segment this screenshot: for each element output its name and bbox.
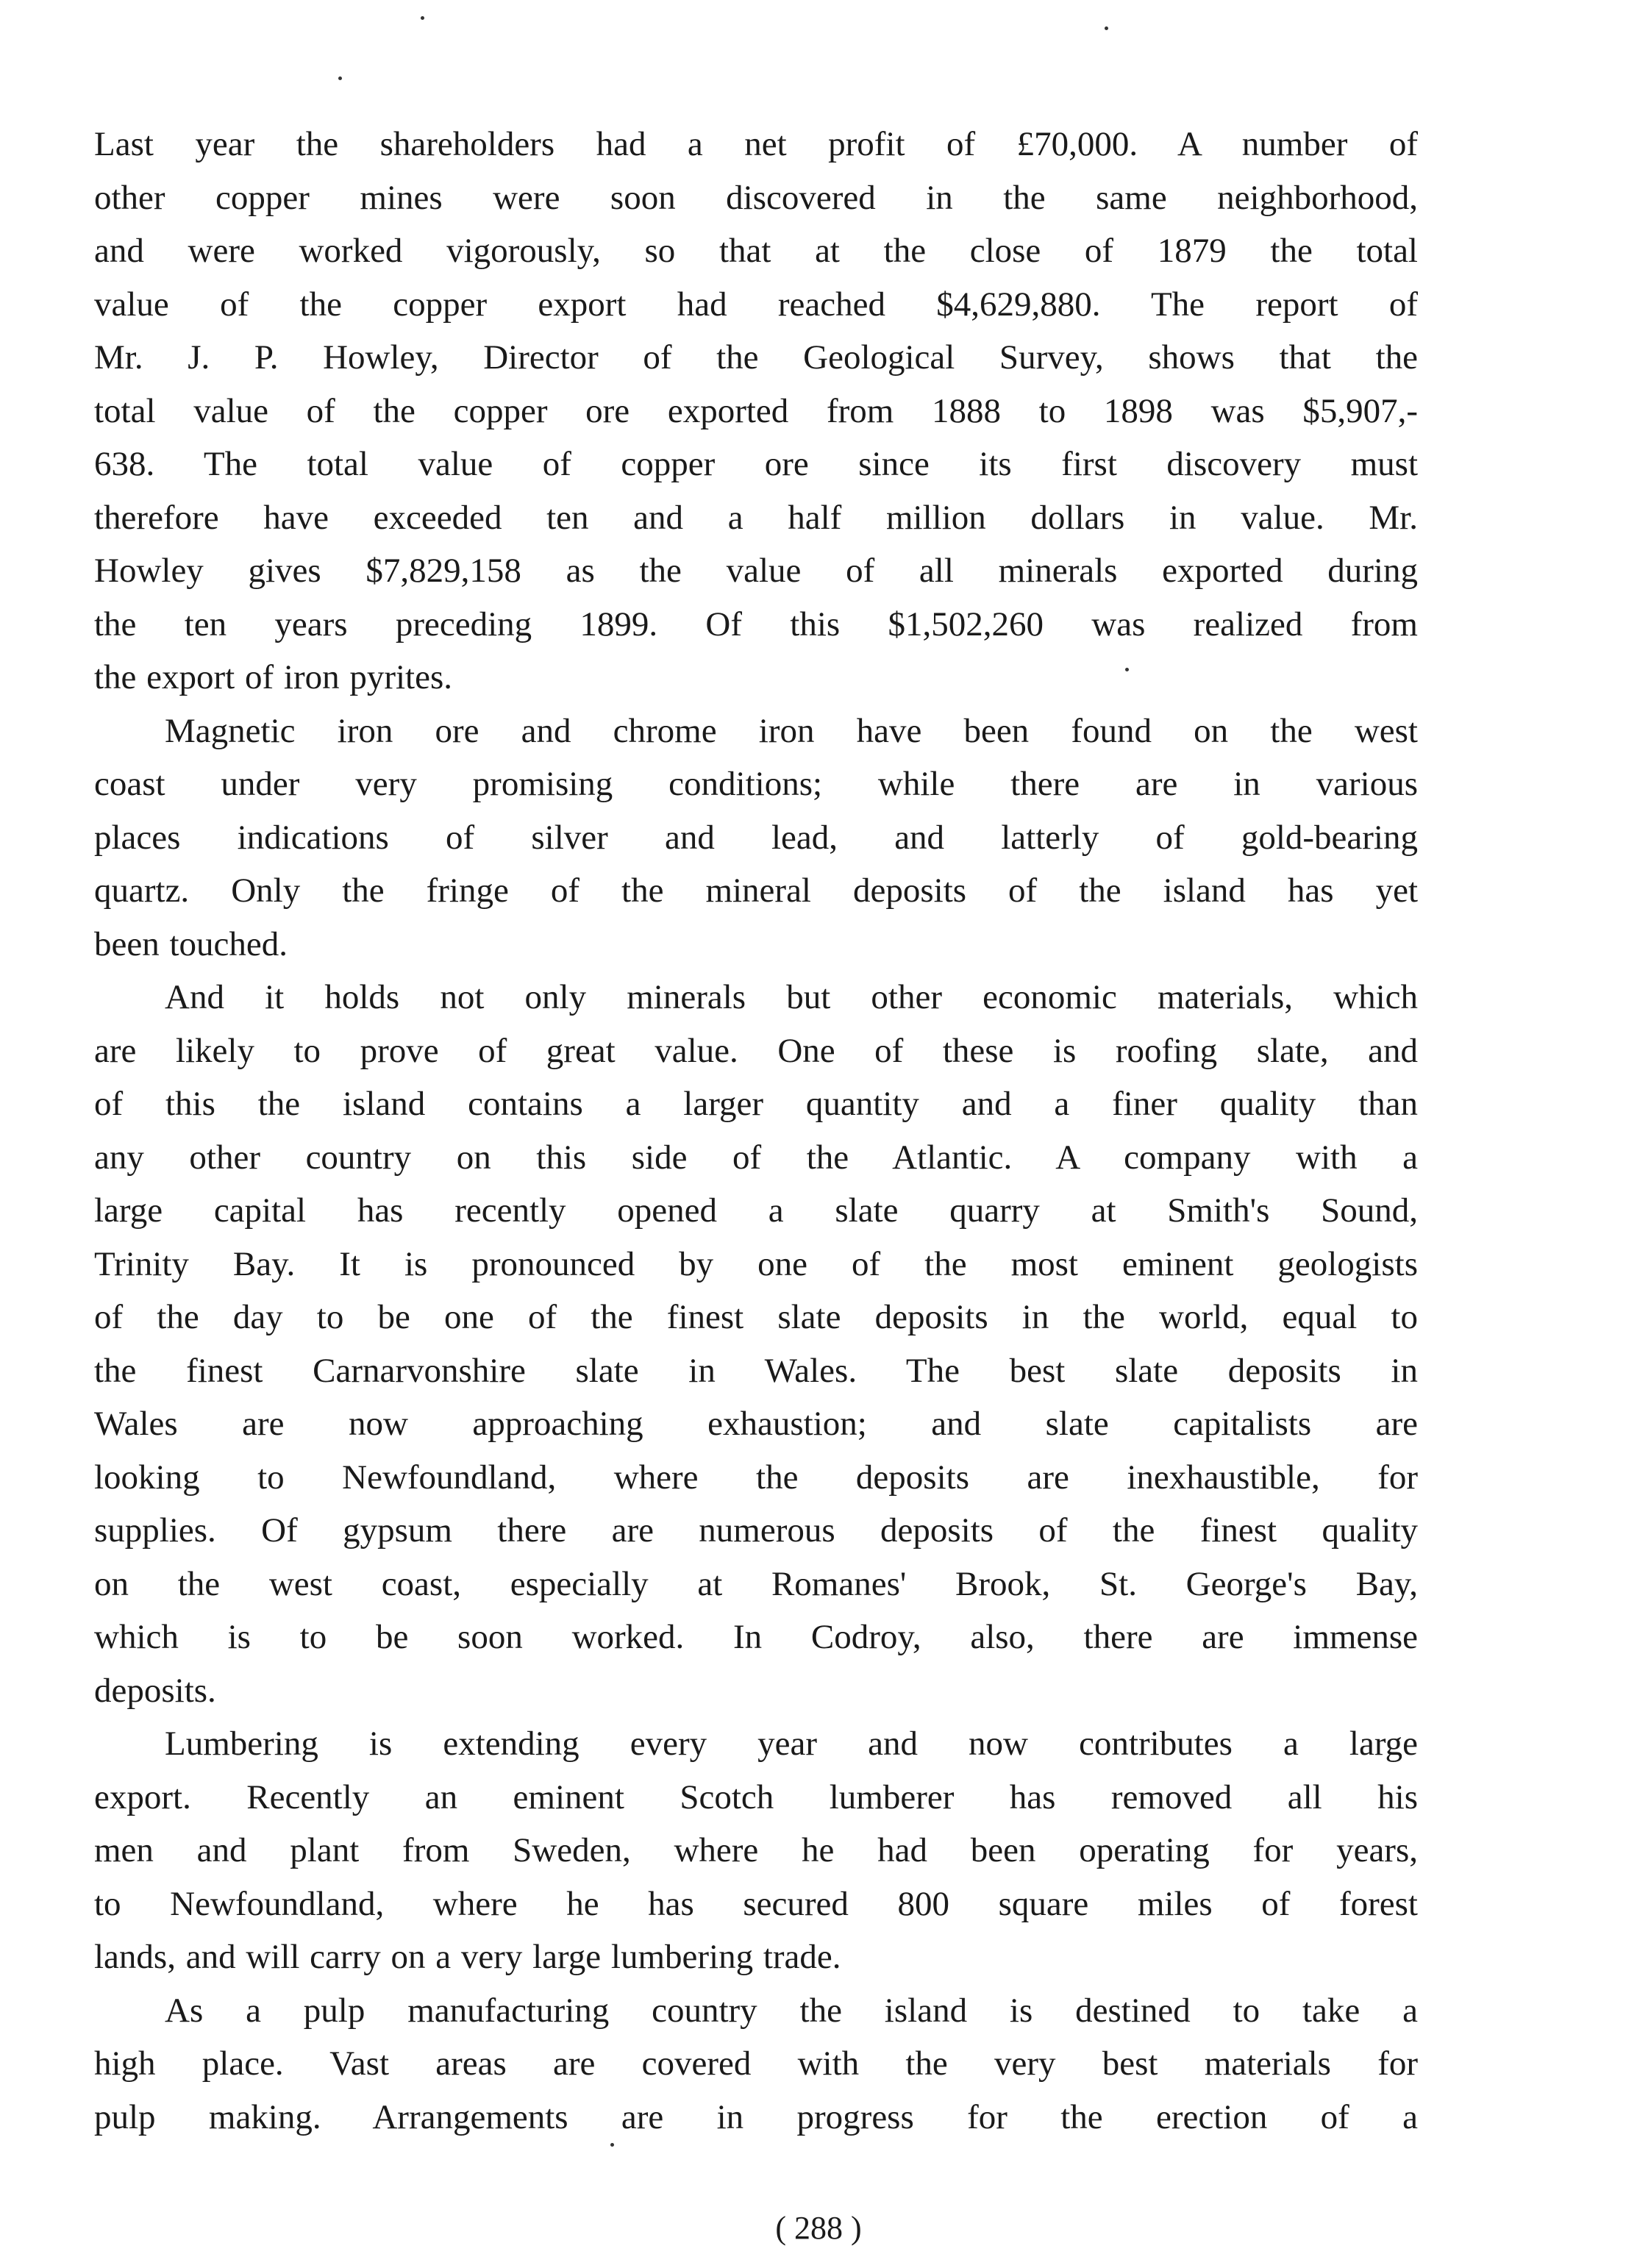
text-line: which is to be soon worked. In Codroy, also, there are immense [94,1618,1418,1656]
text-line: lands, and will carry on a very large lumbering trade. [94,1938,841,1976]
scan-speck [1125,668,1129,671]
text-line: of the day to be one of the finest slate deposits in the world, equal to [94,1298,1418,1336]
text-line: therefore have exceeded ten and a half million dollars in value. Mr. [94,498,1418,537]
page-number: ( 288 ) [775,2210,862,2246]
text-line: and were worked vigorously, so that at the close of 1879 the total [94,232,1418,270]
text-line: places indications of silver and lead, and latterly of gold-bearing [94,818,1418,857]
text-line: deposits. [94,1671,216,1710]
page-body [94,118,1418,2144]
text-line: large capital has recently opened a slate quarry at Smith's Sound, [94,1191,1418,1230]
text-line: Mr. J. P. Howley, Director of the Geological Survey, shows that the [94,338,1418,377]
text-line: Last year the shareholders had a net profit of £70,000. A number of [94,125,1418,163]
text-line: pulp making. Arrangements are in progress for the erection of a [94,2097,1418,2136]
paragraph-pulp [94,1984,1418,2144]
text-line: high place. Vast areas are covered with the very best materials for [94,2044,1418,2083]
text-line: the ten years preceding 1899. Of this $1,502,260 was realized from [94,605,1418,643]
scan-speck [610,2143,614,2147]
text-line: Howley gives $7,829,158 as the value of all minerals exported during [94,552,1418,590]
paragraph-iron-ore [94,705,1418,971]
text-line: export. Recently an eminent Scotch lumberer has removed all his [94,1777,1418,1816]
text-line: men and plant from Sweden, where he had been operating for years, [94,1831,1418,1869]
text-line: the export of iron pyrites. [94,658,453,696]
text-line: And it holds not only minerals but other economic materials, which [165,978,1418,1016]
scan-speck [1105,26,1108,30]
text-line: 638. The total value of copper ore since its first discovery must [94,445,1418,483]
text-line: looking to Newfoundland, where the deposits are inexhaustible, for [94,1458,1418,1497]
text-line: on the west coast, especially at Romanes' Brook, St. George's Bay, [94,1564,1418,1603]
text-line: total value of the copper ore exported from 1888 to 1898 was $5,907,- [94,391,1418,430]
paragraph-copper [94,118,1418,705]
text-line: Wales are now approaching exhaustion; and slate capitalists are [94,1405,1418,1443]
scan-speck [338,76,342,80]
text-line: Trinity Bay. It is pronounced by one of the most eminent geologists [94,1244,1418,1283]
text-line: As a pulp manufacturing country the island is destined to take a [165,1991,1418,2030]
text-line: Lumbering is extending every year and now contributes a large [165,1725,1418,1763]
scan-speck [421,16,424,20]
text-line: coast under very promising conditions; while there are in various [94,765,1418,803]
text-line: other copper mines were soon discovered in the same neighborhood, [94,178,1418,217]
paragraph-lumbering [94,1717,1418,1984]
paragraph-slate-gypsum [94,971,1418,1717]
text-line: Magnetic iron ore and chrome iron have been found on the west [165,711,1418,750]
text-line: quartz. Only the fringe of the mineral deposits of the island has yet [94,871,1418,910]
text-line: are likely to prove of great value. One of these is roofing slate, and [94,1031,1418,1070]
text-line: value of the copper export had reached $4,629,880. The report of [94,285,1418,324]
text-line: any other country on this side of the Atlantic. A company with a [94,1138,1418,1177]
text-line: supplies. Of gypsum there are numerous deposits of the finest quality [94,1511,1418,1550]
text-line: to Newfoundland, where he has secured 800 square miles of forest [94,1884,1418,1923]
text-line: of this the island contains a larger quantity and a finer quality than [94,1085,1418,1123]
text-line: the finest Carnarvonshire slate in Wales. The best slate deposits in [94,1351,1418,1390]
text-line: been touched. [94,924,288,963]
